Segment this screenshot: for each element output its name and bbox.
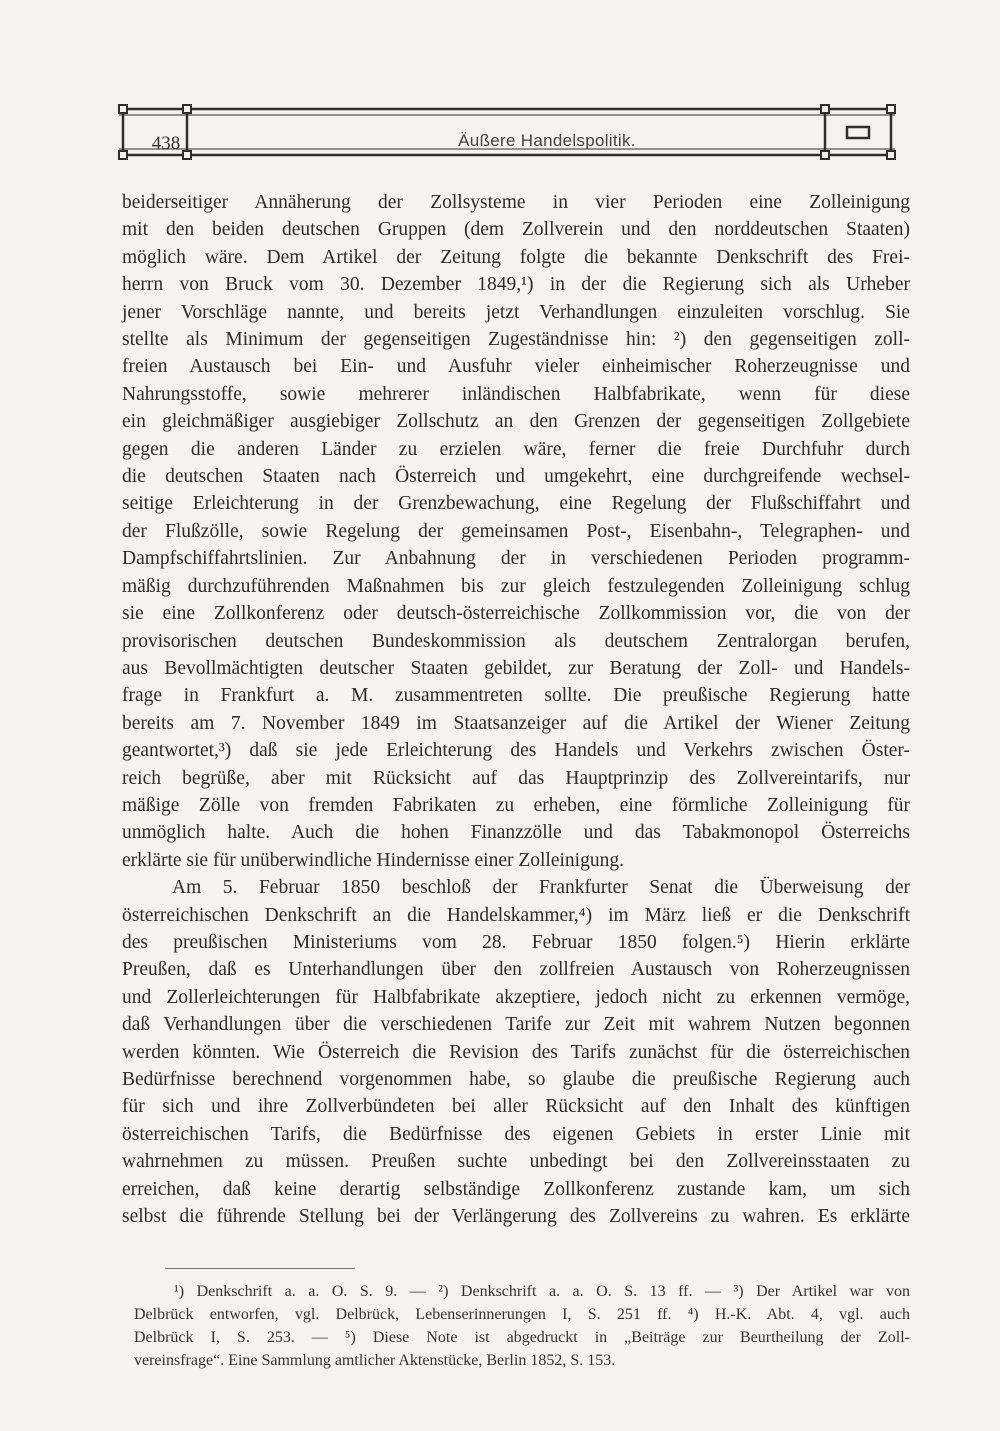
- body-line: wahrnehmen zu müssen. Preußen suchte unbedingt bei den Zollvereinsstaaten zu: [122, 1151, 910, 1173]
- body-line: provisorischen deutschen Bundeskommission als deutschem Zentralorgan berufen,: [122, 630, 910, 652]
- body-line: seitige Erleichterung in der Grenzbewachung, eine Regelung der Flußschiffahrt und: [122, 493, 910, 515]
- body-line: geantwortet,³) daß sie jede Erleichterung des Handels und Verkehrs zwischen Öster-: [122, 740, 910, 762]
- body-line: möglich wäre. Dem Artikel der Zeitung folgte die bekannte Denkschrift des Frei-: [122, 246, 910, 268]
- footnote-line: Delbrück entworfen, vgl. Delbrück, Lebenserinnerungen I, S. 251 ff. ⁴) H.-K. Abt. 4, vgl. auch: [134, 1306, 910, 1323]
- footnote-line: ¹) Denkschrift a. a. O. S. 9. — ²) Denkschrift a. a. O. S. 13 ff. — ³) Der Artikel war von: [174, 1283, 910, 1300]
- body-line: die deutschen Staaten nach Österreich und umgekehrt, eine durchgreifende wechsel-: [122, 466, 910, 488]
- body-line: für sich und ihre Zollverbündeten bei aller Rücksicht auf den Inhalt des künftigen: [122, 1096, 910, 1118]
- body-line: Dampfschiffahrtslinien. Zur Anbahnung der in verschiedenen Perioden programm-: [122, 548, 910, 570]
- body-line: werden könnten. Wie Österreich die Revision des Tarifs zunächst für die österreichischen: [122, 1041, 910, 1063]
- footnotes: [134, 1280, 910, 1372]
- body-line: selbst die führende Stellung bei der Verlängerung des Zollvereins zu wahren. Es erklärte: [122, 1206, 910, 1228]
- body-line: herrn von Bruck vom 30. Dezember 1849,¹) in der die Regierung sich als Urheber: [122, 274, 910, 296]
- body-line: Am 5. Februar 1850 beschloß der Frankfurter Senat die Überweisung der: [172, 877, 910, 899]
- body-line: österreichischen Tarifs, die Bedürfnisse des eigenen Gebiets in erster Linie mit: [122, 1123, 910, 1145]
- body-line: Preußen, daß es Unterhandlungen über den zollfreien Austausch von Roherzeugnissen: [122, 959, 910, 981]
- page-header: [117, 101, 897, 163]
- body-line: unmöglich halte. Auch die hohen Finanzzölle und das Tabakmonopol Österreichs: [122, 822, 910, 844]
- body-line: bereits am 7. November 1849 im Staatsanzeiger auf die Artikel der Wiener Zeitung: [122, 712, 910, 734]
- body-line: mäßig durchzuführenden Maßnahmen bis zur gleich festzulegenden Zolleinigung schlug: [122, 575, 910, 597]
- body-line: gegen die anderen Länder zu erzielen wäre, ferner die freie Durchfuhr durch: [122, 438, 910, 460]
- body-line: sie eine Zollkonferenz oder deutsch-österreichische Zollkommission vor, die von der: [122, 603, 910, 625]
- body-line: Bedürfnisse berechnend vorgenommen habe, so glaube die preußische Regierung auch: [122, 1069, 910, 1090]
- body-line: der Flußzölle, sowie Regelung der gemeinsamen Post-, Eisenbahn-, Telegraphen- und: [122, 520, 910, 542]
- body-line: des preußischen Ministeriums vom 28. Februar 1850 folgen.⁵) Hierin erklärte: [122, 931, 910, 953]
- body-line: daß Verhandlungen über die verschiedenen Tarife zur Zeit mit wahrem Nutzen begonnen: [122, 1014, 910, 1036]
- footnote-line: Delbrück I, S. 253. — ⁵) Diese Note ist abgedruckt in „Beiträge zur Beurtheilung der Zoll-: [134, 1329, 910, 1346]
- body-text: [122, 189, 910, 1230]
- page-number: 438: [151, 133, 181, 154]
- body-line: ein gleichmäßiger ausgiebiger Zollschutz an den Grenzen der gegenseitigen Zollgebiete: [122, 411, 910, 433]
- body-line: erklärte sie für unüberwindliche Hindernisse einer Zolleinigung.: [122, 849, 624, 871]
- running-title: Äußere Handelspolitik.: [458, 131, 636, 150]
- body-line: mäßige Zölle von fremden Fabrikaten zu erheben, eine förmliche Zolleinigung für: [122, 794, 910, 816]
- body-line: aus Bevollmächtigten deutscher Staaten gebildet, zur Beratung der Zoll- und Handels-: [122, 657, 910, 679]
- body-line: erreichen, daß keine derartig selbständige Zollkonferenz zustande kam, um sich: [122, 1178, 910, 1200]
- footnote-line: vereinsfrage“. Eine Sammlung amtlicher Aktenstücke, Berlin 1852, S. 153.: [134, 1352, 616, 1369]
- body-line: Nahrungsstoffe, sowie mehrerer inländischen Halbfabrikate, wenn für diese: [122, 383, 910, 405]
- body-line: frage in Frankfurt a. M. zusammentreten sollte. Die preußische Regierung hatte: [122, 685, 910, 707]
- body-line: und Zollerleichterungen für Halbfabrikate akzeptiere, jedoch nicht zu erkennen vermöge,: [122, 986, 910, 1008]
- body-line: österreichischen Denkschrift an die Handelskammer,⁴) im März ließ er die Denkschrift: [122, 904, 910, 926]
- body-line: mit den beiden deutschen Gruppen (dem Zollverein und den norddeutschen Staaten): [122, 219, 910, 241]
- body-line: stellte als Minimum der gegenseitigen Zugeständnisse hin: ²) den gegenseitigen zoll-: [122, 329, 910, 351]
- body-line: jener Vorschläge nannte, und bereits jetzt Verhandlungen einzuleiten vorschlug. Sie: [122, 301, 910, 323]
- body-line: freien Austausch bei Ein- und Ausfuhr vieler einheimischer Roherzeugnisse und: [122, 356, 910, 378]
- body-line: reich begrüße, aber mit Rücksicht auf das Hauptprinzip des Zollvereintarifs, nur: [122, 767, 910, 789]
- body-line: beiderseitiger Annäherung der Zollsysteme in vier Perioden eine Zolleinigung: [122, 192, 910, 213]
- footnote-divider: [165, 1268, 355, 1269]
